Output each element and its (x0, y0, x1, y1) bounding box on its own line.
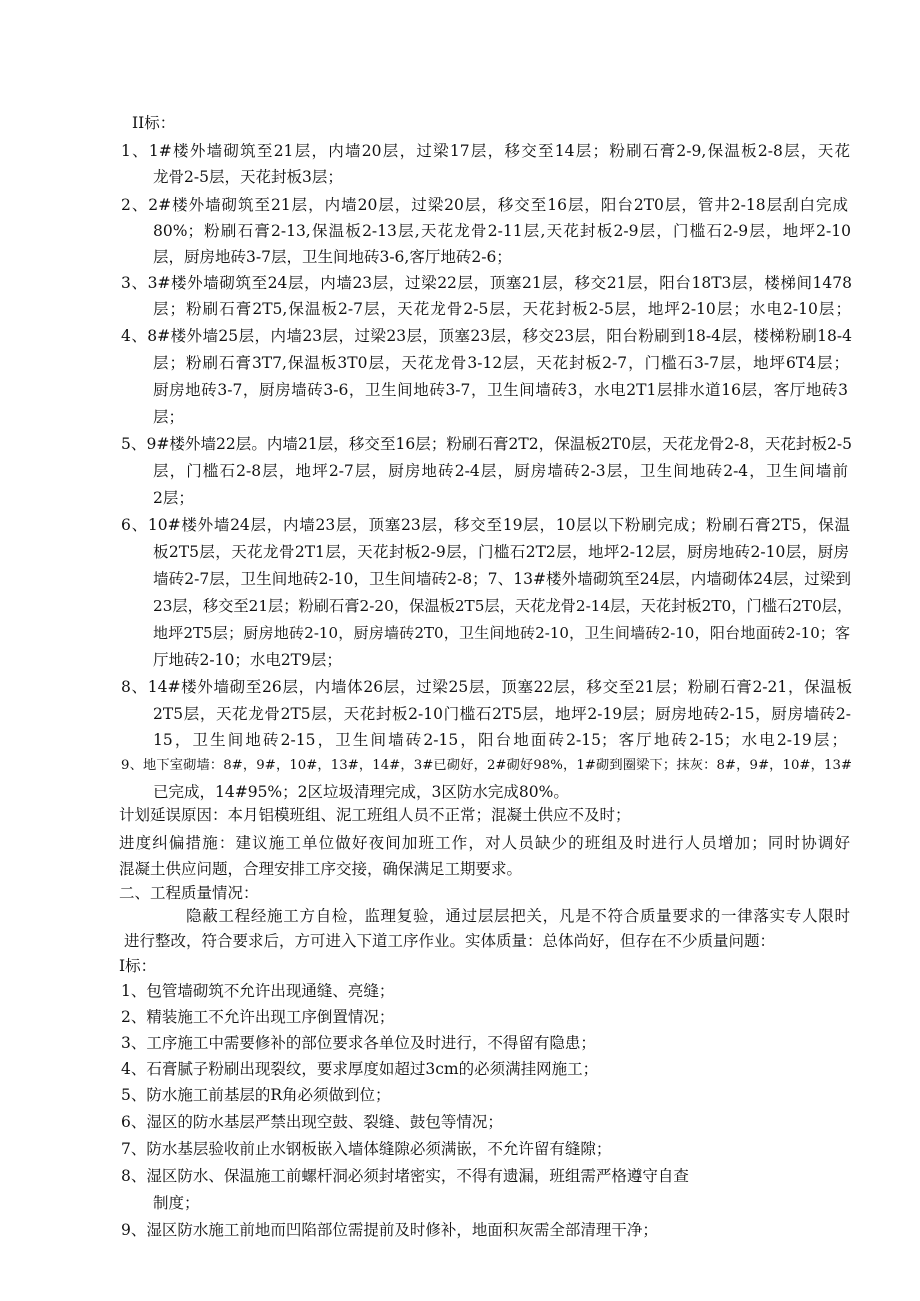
section-i-item-2: 2、精装施工不允许出现工序倒置情况； (121, 1008, 395, 1026)
section-i-item-5: 5、防水施工前基层的R角必须做到位； (121, 1086, 391, 1104)
section-ii-item-4-line-2: 层；粉刷石膏3T7,保温板3T0层，天花龙骨3-12层，天花封板2-7，门槛石3-7层，地坪6T4层； (153, 354, 849, 372)
section-ii-item-9-line-1: 9、地下室砌墙：8#，9#，10#，13#，14#，3#已砌好，2#砌好98%，1#砌到圈梁下；抹灰：8#，9#，10#，13# (121, 758, 852, 773)
correction-line-1: 进度纠偏措施：建议施工单位做好夜间加班工作，对人员缺少的班组及时进行人员增加；同时协调好 (119, 834, 850, 852)
quality-heading: 二、工程质量情况： (119, 884, 259, 902)
section-ii-item-3-line-1: 3、3#楼外墙砌筑至24层，内墙23层，过梁22层，顶塞21层，移交21层，阳台18T3层，楼梯间1478 (121, 274, 852, 292)
section-ii-item-6-line-2: 板2T5层，天花龙骨2T1层，天花封板2-9层，门槛石2T2层，地坪2-12层，厨房地砖2-10层，厨房 (153, 543, 849, 561)
section-ii-item-5-line-3: 2层； (153, 489, 194, 507)
section-ii-item-1-line-2: 龙骨2-5层，天花封板3层； (153, 168, 343, 186)
quality-intro-line-2: 进行整改，符合要求后，方可进入下道工序作业。实体质量：总体尚好，但存在不少质量问题： (124, 932, 776, 950)
section-ii-item-6-line-4: 23层，移交至21层；粉刷石膏2-20，保温板2T5层，天花龙骨2-14层，天花封板2T0，门槛石2T0层， (153, 597, 853, 615)
section-i-item-8-line-1: 8、湿区防水、保温施工前螺杆洞必须封堵密实，不得有遗漏，班组需严格遵守自查 (121, 1167, 689, 1185)
section-ii-item-4-line-4: 层； (153, 408, 185, 426)
section-ii-item-9-line-2: 已完成，14#95%；2区垃圾清理完成，3区防水完成80%。 (153, 783, 569, 801)
section-ii-item-4-line-3: 厨房地砖3-7，厨房墙砖3-6，卫生间地砖3-7，卫生间墙砖3，水电2T1层排水道16层，客厅地砖3 (153, 381, 848, 399)
section-ii-item-2-line-2: 80%；粉刷石膏2-13,保温板2-13层,天花龙骨2-11层,天花封板2-9层，门槛石2-9层，地坪2-10 (153, 222, 851, 240)
section-i-item-6: 6、湿区的防水基层严禁出现空鼓、裂缝、鼓包等情况； (121, 1113, 503, 1131)
section-ii-item-1-line-1: 1、1#楼外墙砌筑至21层，内墙20层，过梁17层，移交至14层；粉刷石膏2-9,保温板2-8层，天花 (121, 142, 850, 160)
section-ii-item-6-line-3: 墙砖2-7层，卫生间地砖2-10，卫生间墙砖2-8；7、13#楼外墙砌筑至24层，内墙砌体24层，过梁到 (153, 570, 851, 588)
section-ii-item-8-line-3: 15，卫生间地砖2-15，卫生间墙砖2-15，阳台地面砖2-15；客厅地砖2-15；水电2-19层； (153, 731, 847, 749)
delay-reason: 计划延误原因：本月铝模班组、泥工班组人员不正常；混凝土供应不及时； (119, 806, 631, 824)
section-ii-item-5-line-1: 5、9#楼外墙22层。内墙21层，移交至16层；粉刷石膏2T2，保温板2T0层，天花龙骨2-8，天花封板2-5 (121, 435, 852, 453)
section-ii-item-6-line-1: 6、10#楼外墙24层，内墙23层，顶塞23层，移交至19层，10层以下粉刷完成；粉刷石膏2T5，保温 (121, 516, 850, 534)
section-ii-item-8-line-2: 2T5层，天花龙骨2T5层，天花封板2-10门槛石2T5层，地坪2-19层；厨房地砖2-15，厨房墙砖2- (153, 705, 851, 723)
section-ii-item-6-line-6: 厅地砖2-10；水电2T9层； (153, 651, 342, 669)
section-i-item-1: 1、包管墙砌筑不允许出现通缝、亮缝； (121, 982, 395, 1000)
section-i-item-4: 4、石膏腻子粉刷出现裂纹，要求厚度如超过3cm的必须满挂网施工； (121, 1060, 599, 1078)
section-i-item-7: 7、防水基层验收前止水钢板嵌入墙体缝隙必须满嵌，不允许留有缝隙； (121, 1140, 612, 1158)
section-ii-item-5-line-2: 层，门槛石2-8层，地坪2-7层，厨房地砖2-4层，厨房墙砖2-3层，卫生间地砖2-4，卫生间墙前 (153, 462, 848, 480)
section-ii-item-8-line-1: 8、14#楼外墙砌至26层，内墙体26层，过梁25层，顶塞22层，移交至21层；粉刷石膏2-21，保温板 (121, 678, 852, 696)
section-ii-heading: II标： (132, 114, 176, 132)
section-ii-item-2-line-3: 层，厨房地砖3-7层，卫生间地砖3-6,客厅地砖2-6； (153, 248, 512, 266)
section-i-heading: I标： (119, 957, 157, 975)
quality-intro-line-1: 隐蔽工程经施工方自检，监理复验，通过层层把关，凡是不符合质量要求的一律落实专人限时 (186, 907, 850, 925)
section-ii-item-6-line-5: 地坪2T5层；厨房地砖2-10，厨房墙砖2T0，卫生间地砖2-10，卫生间墙砖2-10，阳台地面砖2-10；客 (153, 624, 850, 642)
section-ii-item-4-line-1: 4、8#楼外墙25层，内墙23层，过梁23层，顶塞23层，移交23层，阳台粉刷到18-4层，楼梯粉刷18-4 (121, 327, 852, 345)
section-i-item-9: 9、湿区防水施工前地而凹陷部位需提前及时修补，地面积灰需全部清理干净； (121, 1221, 658, 1239)
section-ii-item-3-line-2: 层；粉刷石膏2T5,保温板2-7层，天花龙骨2-5层，天花封板2-5层，地坪2-10层；水电2-10层； (153, 300, 851, 318)
correction-line-2: 混凝土供应问题，合理安排工序交接，确保满足工期要求。 (119, 860, 523, 878)
section-ii-item-2-line-1: 2、2#楼外墙砌筑至21层，内墙20层，过梁20层，移交至16层，阳台2T0层，管井2-18层刮白完成 (121, 196, 848, 214)
section-i-item-3: 3、工序施工中需要修补的部位要求各单位及时进行，不得留有隐患； (121, 1034, 596, 1052)
section-i-item-8-line-2: 制度； (153, 1194, 200, 1212)
